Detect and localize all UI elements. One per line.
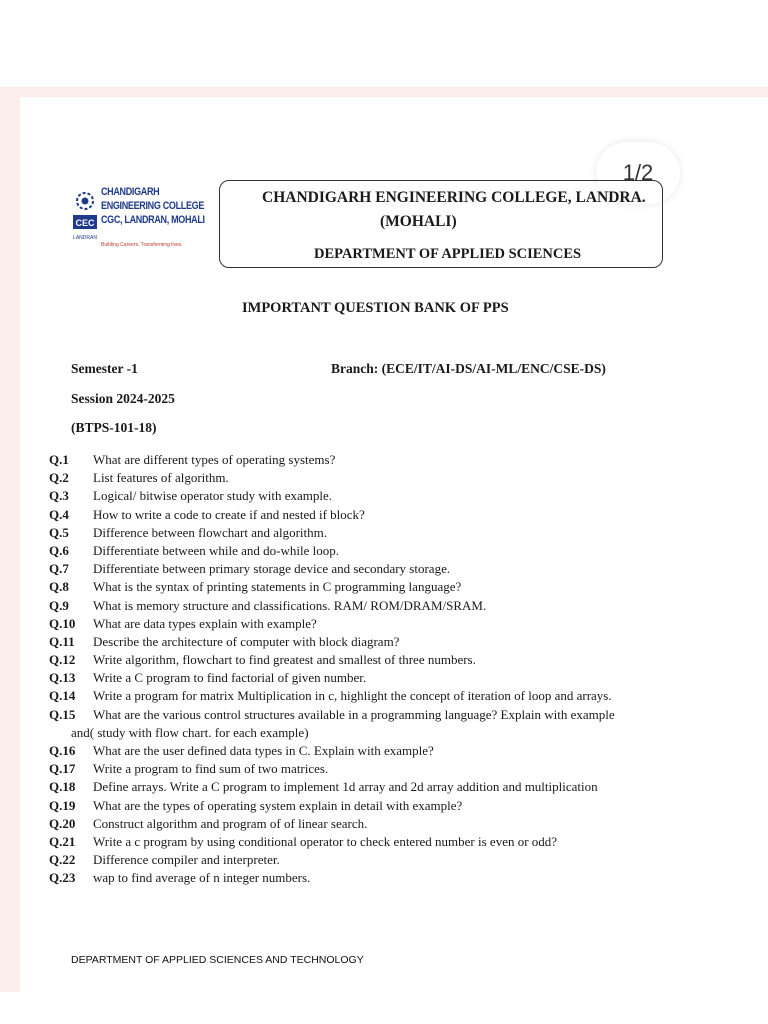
college-emblem-icon [73, 185, 97, 243]
logo-wordmark [101, 185, 205, 227]
question-item [49, 724, 699, 742]
question-text: Differentiate between primary storage device and secondary storage. [93, 561, 451, 577]
question-text: List features of algorithm. [93, 470, 229, 486]
question-text: Logical/ bitwise operator study with example. [93, 488, 332, 504]
question-text: What is memory structure and classifications. RAM/ ROM/DRAM/SRAM. [93, 597, 487, 613]
question-text: Differentiate between while and do-while loop. [93, 542, 339, 558]
question-item [49, 742, 699, 760]
logo-line-1: CHANDIGARH [101, 186, 160, 198]
question-item [49, 669, 699, 687]
question-number: Q.14 [49, 688, 76, 704]
question-item [49, 687, 699, 705]
semester-label: Semester -1 [71, 361, 138, 376]
question-number: Q.3 [49, 488, 69, 504]
question-item [49, 469, 699, 487]
question-number: Q.12 [49, 652, 76, 668]
question-item [49, 869, 699, 887]
question-item [49, 815, 699, 833]
question-item [49, 833, 699, 851]
question-list [49, 451, 699, 888]
question-text: Write a c program by using conditional operator to check entered number is even or odd? [93, 833, 558, 849]
question-text: Write a C program to find factorial of given number. [93, 670, 367, 686]
question-item [49, 760, 699, 778]
branch-label: Branch: (ECE/IT/AI-DS/AI-ML/ENC/CSE-DS) [331, 361, 606, 376]
question-number: Q.2 [49, 470, 69, 486]
question-number: Q.8 [49, 579, 69, 595]
question-text: What are the types of operating system explain in detail with example? [93, 797, 463, 813]
question-number: Q.10 [49, 615, 76, 631]
question-item [49, 651, 699, 669]
question-number: Q.1 [49, 452, 69, 467]
question-number: Q.18 [49, 779, 76, 795]
question-item [49, 542, 699, 560]
question-item [49, 706, 699, 724]
question-text: What are data types explain with example? [93, 615, 317, 631]
page-indicator: 1/2 [596, 142, 680, 204]
question-text: Construct algorithm and program of of linear search. [93, 815, 368, 831]
logo-line-2: ENGINEERING COLLEGE [101, 200, 205, 212]
question-item [49, 615, 699, 633]
logo-tagline: Building Careers. Transforming lives. [101, 242, 183, 248]
college-header-box [219, 180, 663, 268]
question-number: Q.6 [49, 542, 69, 558]
question-number: Q.15 [49, 706, 76, 722]
question-item [49, 851, 699, 869]
question-text: How to write a code to create if and nested if block? [93, 506, 365, 522]
question-number: Q.7 [49, 561, 69, 577]
question-item [49, 451, 699, 469]
question-item [49, 778, 699, 796]
document-footer: DEPARTMENT OF APPLIED SCIENCES AND TECHNOLOGY [71, 954, 364, 966]
question-text: Write a program to find sum of two matrices. [93, 761, 329, 777]
question-number: Q.13 [49, 670, 76, 686]
question-text: What are the user defined data types in C. Explain with example? [93, 743, 434, 758]
question-number: Q.17 [49, 761, 76, 777]
question-text: Write algorithm, flowchart to find greatest and smallest of three numbers. [93, 652, 476, 668]
emblem-sub-text: LANDRAN [73, 235, 97, 241]
question-number: Q.21 [49, 833, 76, 849]
question-item [49, 597, 699, 615]
question-text: What are different types of operating systems? [93, 452, 336, 467]
question-text: Difference compiler and interpreter. [93, 852, 280, 868]
question-item [49, 524, 699, 542]
logo-line-3: CGC, LANDRAN, MOHALI [101, 214, 205, 226]
question-item [49, 797, 699, 815]
document-title: IMPORTANT QUESTION BANK OF PPS [242, 300, 509, 316]
question-text: Define arrays. Write a C program to implement 1d array and 2d array addition and multiplication [93, 779, 598, 795]
session-label: Session 2024-2025 [71, 391, 175, 406]
question-number: Q.20 [49, 815, 76, 831]
question-number: Q.23 [49, 870, 76, 886]
question-item [49, 560, 699, 578]
college-location: (MOHALI) [380, 213, 457, 230]
question-number: Q.22 [49, 852, 76, 868]
question-item [49, 578, 699, 596]
question-number: Q.9 [49, 597, 69, 613]
question-item [49, 633, 699, 651]
question-item [49, 487, 699, 505]
question-number: Q.4 [49, 506, 69, 522]
department-name: DEPARTMENT OF APPLIED SCIENCES [314, 246, 582, 262]
question-number: Q.11 [49, 633, 75, 649]
question-text: What are the various control structures available in a programming language? Explain with example [93, 706, 615, 722]
question-number: Q.19 [49, 797, 76, 813]
question-text: wap to find average of n integer numbers. [93, 870, 311, 886]
question-text: and( study with flow chart. for each example) [71, 724, 309, 740]
emblem-text: CEC [75, 218, 95, 228]
question-text: Describe the architecture of computer with block diagram? [93, 633, 400, 649]
college-name: CHANDIGARH ENGINEERING COLLEGE, LANDRA. [262, 189, 646, 206]
course-code: (BTPS-101-18) [71, 420, 157, 435]
question-text: Difference between flowchart and algorithm. [93, 524, 328, 540]
question-item [49, 506, 699, 524]
question-text: Write a program for matrix Multiplication in c, highlight the concept of iteration of loop and arrays. [93, 688, 612, 704]
question-number: Q.5 [49, 524, 69, 540]
question-text: What is the syntax of printing statements in C programming language? [93, 579, 462, 595]
college-logo [73, 185, 205, 251]
question-number: Q.16 [49, 743, 76, 758]
